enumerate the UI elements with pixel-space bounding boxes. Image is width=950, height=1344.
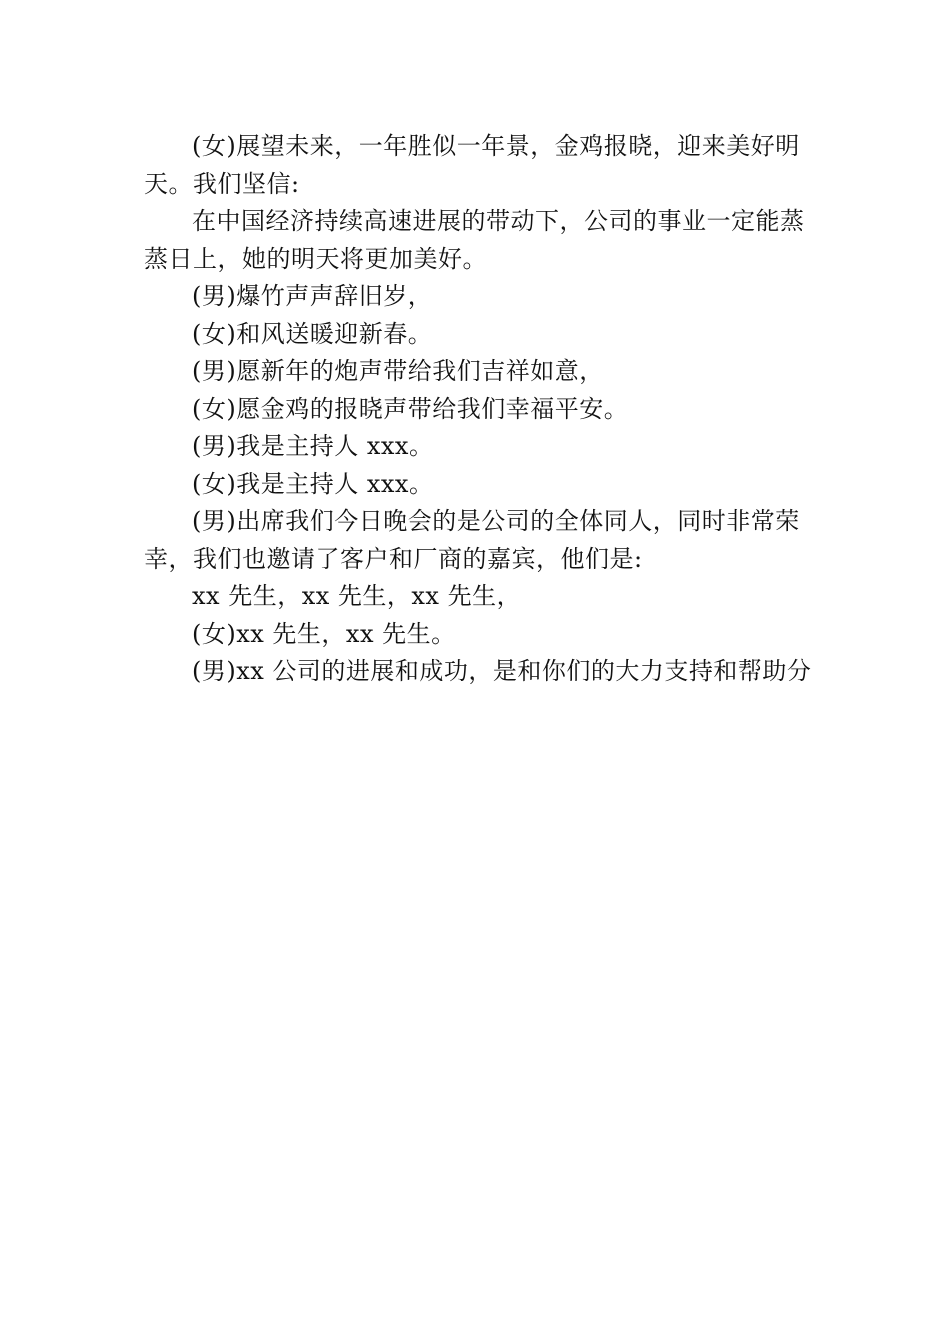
paragraph-line: (男)出席我们今日晚会的是公司的全体同人，同时非常荣 — [192, 507, 800, 535]
paragraph-line: (女)和风送暖迎新春。 — [192, 319, 433, 348]
paragraph-line: 幸，我们也邀请了客户和厂商的嘉宾，他们是: — [144, 544, 643, 573]
paragraph-line: 蒸日上，她的明天将更加美好。 — [144, 244, 487, 273]
paragraph-line: (女)愿金鸡的报晓声带给我们幸福平安。 — [192, 394, 629, 423]
paragraph-line: 天。我们坚信: — [144, 169, 300, 198]
paragraph-line: 在中国经济持续高速进展的带动下，公司的事业一定能蒸 — [192, 207, 805, 235]
paragraph-line: (男)xx 公司的进展和成功，是和你们的大力支持和帮助分 — [192, 657, 812, 685]
paragraph-line: (男)我是主持人 xxx。 — [192, 432, 434, 460]
paragraph-line: (女)xx 先生，xx 先生。 — [192, 619, 456, 648]
document-body — [144, 128, 812, 691]
paragraph-line: (女)我是主持人 xxx。 — [192, 469, 434, 498]
paragraph-line: (男)爆竹声声辞旧岁， — [192, 282, 433, 310]
paragraph-line: xx 先生，xx 先生，xx 先生， — [192, 582, 522, 610]
paragraph-line: (男)愿新年的炮声带给我们吉祥如意， — [192, 357, 604, 385]
paragraph-line: (女)展望未来，一年胜似一年景，金鸡报晓，迎来美好明 — [192, 132, 800, 160]
